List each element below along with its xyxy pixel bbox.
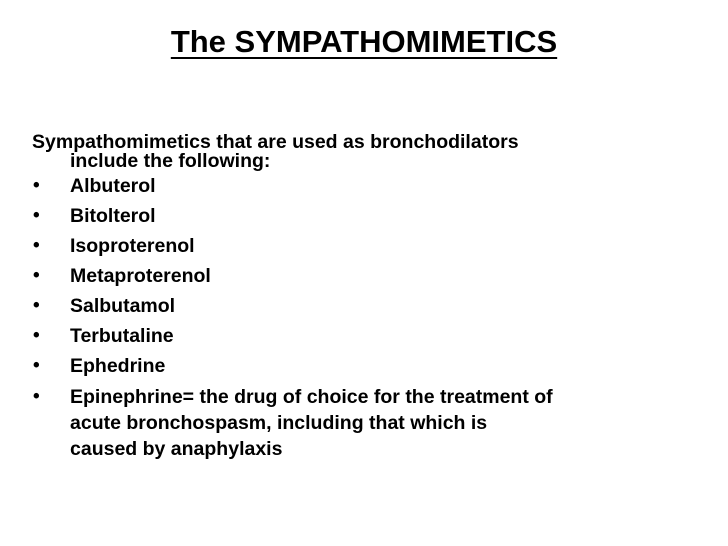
bullet-icon: •: [33, 295, 40, 316]
intro-line-2: include the following:: [70, 150, 271, 172]
bullet-icon: •: [33, 325, 40, 346]
list-item-epinephrine: [32, 381, 704, 462]
list-item-salbutamol: [32, 291, 704, 321]
list-item-label: Terbutaline: [70, 325, 174, 347]
list-item-terbutaline: [32, 321, 704, 351]
drug-list: [32, 171, 704, 462]
list-item-line-3: caused by anaphylaxis: [70, 438, 283, 460]
slide-body: [32, 128, 704, 462]
intro-line-1: Sympathomimetics that are used as bronchodilators: [32, 131, 519, 153]
list-item-line-1: Epinephrine= the drug of choice for the treatment of: [70, 386, 553, 408]
list-item-label: Metaproterenol: [70, 265, 211, 287]
list-item-isoproterenol: [32, 231, 704, 261]
list-item-label: Bitolterol: [70, 205, 156, 227]
list-item-label: Albuterol: [70, 175, 156, 197]
bullet-icon: •: [33, 355, 40, 376]
list-item-line-2: acute bronchospasm, including that which is: [70, 412, 488, 434]
list-item-albuterol: [32, 171, 704, 201]
bullet-icon: •: [33, 175, 40, 196]
list-item-bitolterol: [32, 201, 704, 231]
list-item-label: Ephedrine: [70, 355, 166, 377]
intro-text: [32, 128, 704, 171]
slide-title: The SYMPATHOMIMETICS: [170, 24, 558, 59]
bullet-icon: •: [33, 265, 40, 286]
list-item-ephedrine: [32, 351, 704, 381]
bullet-icon: •: [33, 205, 40, 226]
bullet-icon: •: [33, 235, 40, 256]
list-item-label: Isoproterenol: [70, 235, 195, 257]
list-item-metaproterenol: [32, 261, 704, 291]
list-item-label: Salbutamol: [70, 295, 176, 317]
bullet-icon: •: [33, 386, 40, 407]
